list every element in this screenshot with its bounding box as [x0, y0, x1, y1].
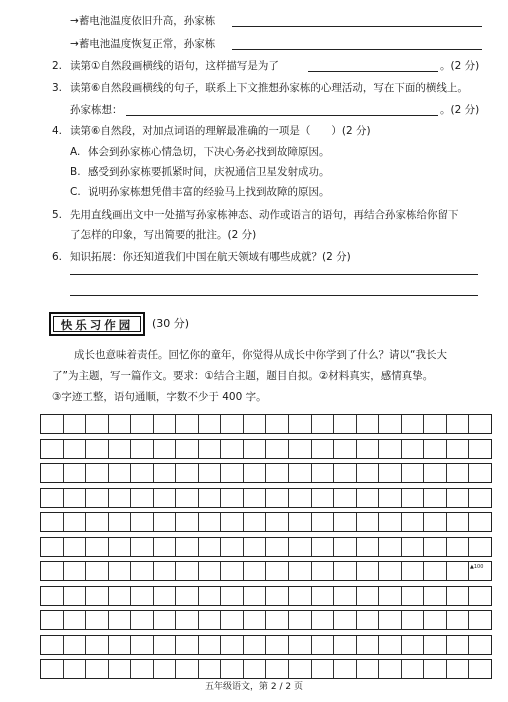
grid-cell[interactable]: [469, 538, 491, 556]
grid-cell[interactable]: [131, 464, 154, 482]
grid-cell[interactable]: [266, 587, 289, 605]
grid-cell[interactable]: [86, 562, 109, 580]
grid-cell[interactable]: [244, 489, 267, 507]
grid-cell[interactable]: [86, 464, 109, 482]
grid-cell[interactable]: [334, 538, 357, 556]
grid-cell[interactable]: [334, 489, 357, 507]
grid-cell[interactable]: [64, 660, 87, 678]
grid-cell[interactable]: [312, 440, 335, 458]
grid-cell[interactable]: [266, 611, 289, 629]
grid-cell[interactable]: [176, 415, 199, 433]
grid-cell[interactable]: [379, 538, 402, 556]
grid-row: [40, 488, 492, 508]
grid-cell[interactable]: [109, 562, 132, 580]
grid-cell[interactable]: [289, 440, 312, 458]
grid-cell[interactable]: [289, 587, 312, 605]
grid-cell[interactable]: [357, 440, 380, 458]
grid-cell[interactable]: [469, 440, 491, 458]
grid-cell[interactable]: [379, 415, 402, 433]
grid-cell[interactable]: [109, 440, 132, 458]
answer-line-1: [70, 14, 215, 28]
grid-cell[interactable]: [424, 440, 447, 458]
option-b[interactable]: [70, 165, 330, 179]
grid-cell[interactable]: [469, 489, 491, 507]
question-text: 读第⑥自然段画横线的句子，联系上下文推想孙家栋的心理活动，写在下面的横线上。: [70, 82, 468, 94]
grid-cell[interactable]: [289, 538, 312, 556]
grid-cell[interactable]: [357, 660, 380, 678]
grid-cell[interactable]: [266, 538, 289, 556]
prompt-line-1: 成长也意味着责任。回忆你的童年，你觉得从成长中你学到了什么？请以“我长大: [74, 349, 447, 361]
grid-cell[interactable]: [221, 562, 244, 580]
question-3: [52, 81, 468, 95]
grid-cell[interactable]: [334, 636, 357, 654]
grid-cell[interactable]: [41, 587, 64, 605]
section-score: (30 分): [152, 317, 190, 330]
grid-cell[interactable]: [109, 489, 132, 507]
option-text: 体会到孙家栋心情急切，下决心务必找到故障原因。: [88, 146, 330, 158]
grid-cell[interactable]: [86, 440, 109, 458]
grid-cell[interactable]: [86, 513, 109, 531]
grid-cell[interactable]: [379, 660, 402, 678]
question-3-answer-label: 孙家栋想：: [70, 104, 123, 116]
grid-cell[interactable]: [64, 611, 87, 629]
grid-cell[interactable]: [64, 587, 87, 605]
grid-cell[interactable]: [266, 562, 289, 580]
grid-cell[interactable]: [176, 464, 199, 482]
grid-cell[interactable]: [379, 636, 402, 654]
grid-cell[interactable]: [41, 660, 64, 678]
grid-row: [40, 610, 492, 630]
grid-cell[interactable]: [221, 415, 244, 433]
grid-cell[interactable]: [402, 636, 425, 654]
grid-cell[interactable]: [334, 587, 357, 605]
grid-cell[interactable]: [86, 538, 109, 556]
grid-cell[interactable]: [402, 562, 425, 580]
question-2-score: 。(2 分): [440, 60, 480, 72]
grid-cell[interactable]: [154, 587, 177, 605]
grid-cell[interactable]: [424, 562, 447, 580]
grid-cell[interactable]: [221, 464, 244, 482]
grid-cell[interactable]: [334, 562, 357, 580]
grid-row: [40, 561, 492, 581]
question-number: 6.: [52, 251, 63, 263]
grid-cell[interactable]: [357, 562, 380, 580]
grid-cell[interactable]: [64, 415, 87, 433]
grid-cell[interactable]: [244, 464, 267, 482]
grid-cell[interactable]: [41, 611, 64, 629]
grid-cell[interactable]: [199, 513, 222, 531]
grid-cell[interactable]: [334, 415, 357, 433]
grid-cell[interactable]: [469, 611, 491, 629]
grid-cell[interactable]: [357, 464, 380, 482]
question-text: 读第①自然段画横线的语句，这样描写是为了: [70, 60, 279, 72]
grid-cell[interactable]: [357, 636, 380, 654]
grid-cell[interactable]: [289, 464, 312, 482]
arrow-icon: →: [70, 38, 79, 50]
grid-cell[interactable]: [447, 489, 470, 507]
grid-cell[interactable]: [176, 440, 199, 458]
option-letter: C.: [70, 186, 81, 198]
answer-line-2: [70, 37, 215, 51]
arrow-icon: →: [70, 15, 79, 27]
grid-row: [40, 439, 492, 459]
grid-cell[interactable]: [469, 464, 491, 482]
grid-cell[interactable]: [424, 587, 447, 605]
grid-cell[interactable]: [41, 464, 64, 482]
grid-cell[interactable]: [357, 489, 380, 507]
grid-cell[interactable]: [221, 538, 244, 556]
question-2-blank[interactable]: [308, 71, 438, 72]
grid-cell[interactable]: [109, 611, 132, 629]
grid-cell[interactable]: [334, 611, 357, 629]
grid-cell[interactable]: [266, 489, 289, 507]
option-text: 说明孙家栋想凭借丰富的经验马上找到故障的原因。: [88, 186, 330, 198]
grid-cell[interactable]: [312, 538, 335, 556]
grid-cell[interactable]: [154, 636, 177, 654]
grid-cell[interactable]: [402, 464, 425, 482]
grid-cell[interactable]: [199, 611, 222, 629]
grid-cell[interactable]: [176, 562, 199, 580]
option-a[interactable]: [70, 145, 330, 159]
grid-cell[interactable]: [176, 611, 199, 629]
grid-cell[interactable]: [199, 660, 222, 678]
grid-cell[interactable]: [41, 440, 64, 458]
grid-cell[interactable]: [131, 562, 154, 580]
grid-cell[interactable]: [221, 660, 244, 678]
question-3-blank[interactable]: [126, 115, 438, 116]
section-title: 快乐习作园: [53, 316, 141, 332]
grid-cell[interactable]: [289, 636, 312, 654]
grid-cell[interactable]: [357, 513, 380, 531]
grid-cell[interactable]: [131, 415, 154, 433]
option-letter: A.: [70, 146, 81, 158]
grid-row: [40, 414, 492, 434]
grid-cell[interactable]: [221, 440, 244, 458]
section-title-box: [49, 312, 145, 336]
grid-cell[interactable]: [199, 464, 222, 482]
grid-cell[interactable]: [154, 562, 177, 580]
grid-cell[interactable]: [334, 513, 357, 531]
grid-cell[interactable]: [221, 611, 244, 629]
grid-cell[interactable]: [447, 636, 470, 654]
grid-cell[interactable]: [289, 611, 312, 629]
grid-cell[interactable]: [154, 538, 177, 556]
grid-cell[interactable]: [312, 636, 335, 654]
grid-cell[interactable]: [357, 587, 380, 605]
grid-cell[interactable]: [357, 538, 380, 556]
grid-cell[interactable]: [199, 415, 222, 433]
grid-cell[interactable]: [221, 513, 244, 531]
question-4: [52, 124, 371, 138]
grid-cell[interactable]: [402, 440, 425, 458]
grid-cell[interactable]: [199, 489, 222, 507]
grid-cell[interactable]: [131, 538, 154, 556]
grid-cell[interactable]: [424, 489, 447, 507]
page-footer: 五年级语文，第 2 / 2 页: [205, 682, 303, 692]
grid-cell[interactable]: [64, 513, 87, 531]
grid-cell[interactable]: [266, 464, 289, 482]
grid-cell[interactable]: [447, 538, 470, 556]
grid-cell[interactable]: [86, 587, 109, 605]
grid-cell[interactable]: [64, 440, 87, 458]
grid-cell[interactable]: [176, 513, 199, 531]
grid-cell[interactable]: [289, 489, 312, 507]
grid-cell[interactable]: [402, 538, 425, 556]
grid-cell[interactable]: [244, 440, 267, 458]
grid-row: [40, 463, 492, 483]
grid-cell[interactable]: [424, 513, 447, 531]
grid-cell[interactable]: [244, 660, 267, 678]
grid-cell[interactable]: [64, 489, 87, 507]
grid-cell[interactable]: [402, 513, 425, 531]
grid-cell[interactable]: [402, 660, 425, 678]
grid-cell[interactable]: [447, 440, 470, 458]
grid-cell[interactable]: [402, 611, 425, 629]
grid-cell[interactable]: [86, 636, 109, 654]
grid-cell[interactable]: [402, 415, 425, 433]
answer-line-1-text: 蓄电池温度依旧升高，孙家栋: [78, 15, 216, 27]
grid-cell[interactable]: [199, 538, 222, 556]
question-number: 5.: [52, 209, 63, 221]
grid-cell[interactable]: [402, 489, 425, 507]
grid-cell[interactable]: [64, 538, 87, 556]
question-number: 4.: [52, 125, 63, 137]
grid-cell[interactable]: [334, 464, 357, 482]
grid-cell[interactable]: [447, 513, 470, 531]
grid-cell[interactable]: [41, 513, 64, 531]
grid-cell[interactable]: [469, 415, 491, 433]
option-text: 感受到孙家栋要抓紧时间，庆祝通信卫星发射成功。: [88, 166, 330, 178]
grid-cell[interactable]: [221, 587, 244, 605]
grid-cell[interactable]: [131, 636, 154, 654]
grid-row: [40, 512, 492, 532]
grid-cell[interactable]: [244, 415, 267, 433]
grid-cell[interactable]: [244, 513, 267, 531]
question-text: 读第⑥自然段，对加点词语的理解最准确的一项是（ ）(2 分): [70, 125, 371, 137]
question-text: 先用直线画出文中一处描写孙家栋神态、动作或语言的语句，再结合孙家栋给你留下: [70, 209, 459, 221]
grid-cell[interactable]: [402, 587, 425, 605]
question-6-answer-line-2[interactable]: [70, 295, 478, 296]
grid-cell[interactable]: [447, 611, 470, 629]
grid-cell[interactable]: [334, 440, 357, 458]
grid-cell[interactable]: [244, 587, 267, 605]
answer-line-2-text: 蓄电池温度恢复正常，孙家栋: [78, 38, 216, 50]
grid-cell[interactable]: [379, 513, 402, 531]
grid-cell[interactable]: [244, 562, 267, 580]
grid-cell[interactable]: [266, 440, 289, 458]
grid-cell[interactable]: [109, 538, 132, 556]
prompt-line-3: ③字迹工整，语句通顺，字数不少于 400 字。: [52, 391, 267, 403]
grid-cell[interactable]: [424, 611, 447, 629]
grid-cell[interactable]: [41, 636, 64, 654]
grid-cell[interactable]: [312, 587, 335, 605]
question-6: [52, 250, 351, 264]
question-6-answer-line-1[interactable]: [70, 274, 478, 275]
question-5-continued: 了怎样的印象，写出简要的批注。(2 分): [70, 229, 257, 241]
grid-cell[interactable]: [266, 415, 289, 433]
grid-cell[interactable]: [41, 538, 64, 556]
grid-cell[interactable]: [86, 489, 109, 507]
grid-cell[interactable]: [109, 415, 132, 433]
grid-cell[interactable]: [154, 415, 177, 433]
grid-cell[interactable]: [64, 464, 87, 482]
grid-cell[interactable]: [109, 660, 132, 678]
grid-cell[interactable]: [176, 660, 199, 678]
question-number: 2.: [52, 60, 63, 72]
answer-blank-2[interactable]: [232, 49, 482, 50]
grid-cell[interactable]: [266, 660, 289, 678]
grid-cell[interactable]: [199, 636, 222, 654]
grid-cell[interactable]: [131, 513, 154, 531]
grid-cell[interactable]: [154, 440, 177, 458]
grid-cell[interactable]: [131, 440, 154, 458]
grid-cell[interactable]: [424, 660, 447, 678]
grid-cell[interactable]: [447, 660, 470, 678]
grid-cell[interactable]: [357, 415, 380, 433]
question-number: 3.: [52, 82, 63, 94]
grid-cell[interactable]: [447, 464, 470, 482]
grid-cell[interactable]: [41, 562, 64, 580]
grid-cell[interactable]: [424, 636, 447, 654]
grid-cell[interactable]: [109, 587, 132, 605]
grid-cell[interactable]: [312, 415, 335, 433]
grid-row: [40, 635, 492, 655]
grid-cell[interactable]: [86, 611, 109, 629]
grid-cell[interactable]: [447, 587, 470, 605]
grid-cell[interactable]: [64, 562, 87, 580]
grid-cell[interactable]: [41, 415, 64, 433]
grid-cell[interactable]: [289, 513, 312, 531]
grid-cell[interactable]: [312, 464, 335, 482]
grid-cell[interactable]: [379, 611, 402, 629]
grid-cell[interactable]: [266, 636, 289, 654]
grid-cell[interactable]: [379, 440, 402, 458]
grid-cell[interactable]: [154, 611, 177, 629]
grid-cell[interactable]: [244, 611, 267, 629]
grid-cell[interactable]: [289, 660, 312, 678]
grid-cell[interactable]: [131, 587, 154, 605]
grid-cell[interactable]: [334, 660, 357, 678]
grid-cell[interactable]: [109, 513, 132, 531]
question-text: 知识拓展：你还知道我们中国在航天领域有哪些成就？(2 分): [70, 251, 351, 263]
grid-cell[interactable]: [199, 587, 222, 605]
grid-cell[interactable]: [199, 562, 222, 580]
grid-cell[interactable]: [469, 636, 491, 654]
grid-cell[interactable]: [154, 464, 177, 482]
prompt-line-2: 了”为主题，写一篇作文。要求：①结合主题，题目自拟。②材料真实，感情真挚。: [52, 370, 434, 382]
grid-cell[interactable]: [41, 489, 64, 507]
question-2: [52, 59, 279, 73]
grid-cell[interactable]: [312, 611, 335, 629]
grid-cell[interactable]: [221, 636, 244, 654]
grid-cell[interactable]: [424, 538, 447, 556]
option-c[interactable]: [70, 185, 330, 199]
grid-cell[interactable]: [447, 415, 470, 433]
grid-cell[interactable]: [357, 611, 380, 629]
grid-cell[interactable]: [312, 660, 335, 678]
grid-cell[interactable]: [131, 489, 154, 507]
grid-cell[interactable]: [424, 464, 447, 482]
grid-cell[interactable]: [469, 660, 491, 678]
grid-cell[interactable]: [131, 611, 154, 629]
grid-cell[interactable]: [154, 513, 177, 531]
question-3-score: 。(2 分): [440, 104, 480, 116]
grid-cell[interactable]: [176, 587, 199, 605]
question-5: [52, 208, 459, 222]
grid-cell[interactable]: [176, 538, 199, 556]
grid-cell[interactable]: [312, 489, 335, 507]
grid-cell[interactable]: [244, 538, 267, 556]
grid-cell[interactable]: [176, 489, 199, 507]
grid-cell[interactable]: [424, 415, 447, 433]
grid-cell[interactable]: [221, 489, 244, 507]
grid-cell[interactable]: [289, 562, 312, 580]
grid-cell[interactable]: [312, 513, 335, 531]
grid-cell[interactable]: [154, 489, 177, 507]
grid-cell[interactable]: [86, 415, 109, 433]
grid-row: [40, 659, 492, 679]
grid-cell[interactable]: [86, 660, 109, 678]
grid-row: [40, 537, 492, 557]
grid-cell[interactable]: [176, 636, 199, 654]
grid-cell[interactable]: [469, 513, 491, 531]
grid-cell[interactable]: [266, 513, 289, 531]
grid-cell[interactable]: [109, 636, 132, 654]
grid-cell[interactable]: [379, 464, 402, 482]
grid-cell[interactable]: [109, 464, 132, 482]
grid-cell[interactable]: [312, 562, 335, 580]
answer-blank-1[interactable]: [232, 26, 482, 27]
grid-cell[interactable]: [64, 636, 87, 654]
grid-cell[interactable]: [379, 562, 402, 580]
grid-cell[interactable]: [199, 440, 222, 458]
grid-row: [40, 586, 492, 606]
grid-cell[interactable]: [379, 489, 402, 507]
grid-cell[interactable]: [131, 660, 154, 678]
option-letter: B.: [70, 166, 81, 178]
grid-cell[interactable]: [469, 587, 491, 605]
grid-cell[interactable]: [244, 636, 267, 654]
word-count-marker: ▲100: [470, 564, 484, 570]
grid-cell[interactable]: [447, 562, 470, 580]
grid-cell[interactable]: [379, 587, 402, 605]
grid-cell[interactable]: [154, 660, 177, 678]
grid-cell[interactable]: [289, 415, 312, 433]
